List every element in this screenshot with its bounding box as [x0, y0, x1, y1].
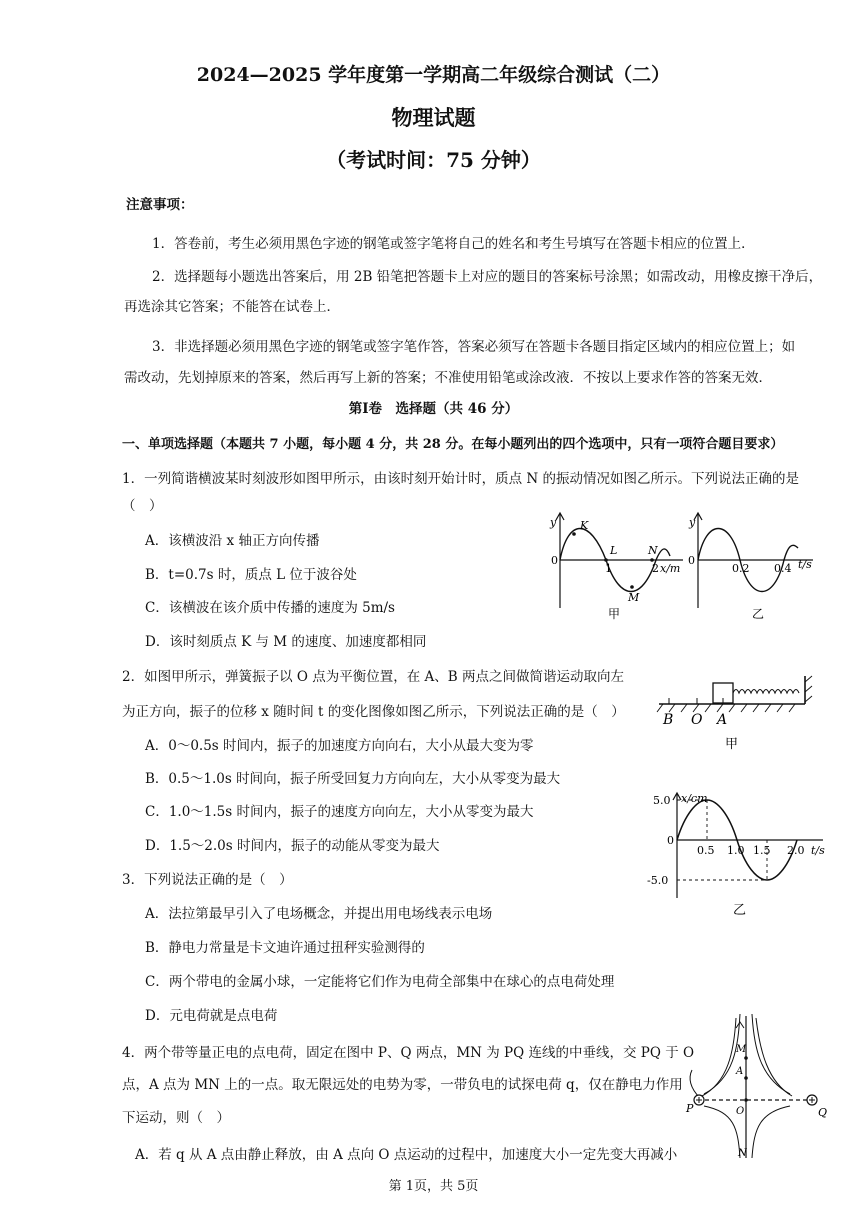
notice-item-2-line-2: 再选涂其它答案；不能答在试卷上． [124, 299, 340, 315]
q4-point-o: O [736, 1106, 745, 1117]
q2-figure-jia [655, 672, 815, 754]
q1-yi-tick-2: 0.4 [774, 562, 792, 575]
q1-jia-tick-1: 1 [605, 562, 612, 575]
q4-stem-line-3: 下运动，则（ ） [122, 1110, 230, 1126]
q3-option-b: B．静电力常量是卡文迪许通过扭秤实验测得的 [145, 940, 425, 956]
q4-point-a: A [736, 1066, 744, 1077]
notice-item-1: 1．答卷前，考生必须用黑色字迹的钢笔或签字笔将自己的姓名和考生号填写在答题卡相应的位置上． [152, 236, 755, 252]
notice-item-3-line-1: 3．非选择题必须用黑色字迹的钢笔或签字笔作答，答案必须写在答题卡各题目指定区域内的相应位置上；如 [152, 339, 796, 355]
q1-jia-y-label: y [550, 516, 557, 529]
q1-yi-caption: 乙 [752, 607, 765, 621]
q1-jia-point-m: M [628, 591, 640, 604]
q2-yi-t-unit: t/s [811, 844, 825, 857]
q1-jia-point-k: K [580, 519, 589, 532]
q2-jia-caption: 甲 [725, 737, 739, 752]
q4-stem-line-2: 点，A 点为 MN 上的一点。取无限远处的电势为零，一带负电的试探电荷 q，仅在静电力作用 [122, 1077, 683, 1093]
q1-option-d: D．该时刻质点 K 与 M 的速度、加速度都相同 [145, 634, 427, 650]
q2-yi-origin: 0 [667, 834, 674, 847]
q2-option-c: C．1.0～1.5s 时间内，振子的速度方向向左，大小从零变为最大 [145, 804, 534, 820]
q3-option-c: C．两个带电的金属小球，一定能将它们作为电荷全部集中在球心的点电荷处理 [145, 974, 615, 990]
q4-stem-line-1: 4．两个带等量正电的点电荷，固定在图中 P、Q 两点，MN 为 PQ 连线的中垂线，交 PQ 于 O [122, 1045, 695, 1061]
q1-option-c: C．该横波在该介质中传播的速度为 5m/s [145, 600, 395, 616]
exam-duration: （考试时间：75 分钟） [326, 148, 541, 172]
q1-jia-point-n: N [648, 544, 658, 557]
part-one-heading: 一、单项选择题（本题共 7 小题，每小题 4 分，共 28 分。在每小题列出的四个选项中，只有一项符合题目要求） [122, 437, 784, 452]
q2-option-d: D．1.5～2.0s 时间内，振子的动能从零变为最大 [145, 838, 440, 854]
q2-yi-t1: 0.5 [697, 844, 715, 857]
q1-jia-tick-2: 2 [652, 562, 659, 575]
q2-jia-point-o: O [691, 712, 703, 728]
q1-yi-tick-1: 0.2 [732, 562, 750, 575]
q2-yi-y-label: x/cm [681, 792, 708, 805]
q2-yi-caption: 乙 [733, 903, 747, 918]
q1-yi-t-unit: t/s [798, 558, 812, 571]
q4-field-figure [680, 1008, 830, 1166]
q3-option-a: A．法拉第最早引入了电场概念，并提出用电场线表示电场 [145, 906, 493, 922]
q2-option-a: A．0～0.5s 时间内，振子的加速度方向向右，大小从最大变为零 [145, 738, 534, 754]
q2-figure-yi [645, 788, 830, 923]
q1-jia-caption: 甲 [608, 607, 621, 621]
q1-stem-line-1: 1．一列简谐横波某时刻波形如图甲所示，由该时刻开始计时，质点 N 的振动情况如图乙所示。下列说法正确的是 [122, 471, 799, 487]
q1-yi-origin: 0 [688, 554, 695, 567]
q4-point-n: N [738, 1148, 747, 1159]
q2-jia-point-b: B [663, 712, 674, 728]
q2-option-b: B．0.5～1.0s 时间向，振子所受回复力方向向左，大小从零变为最大 [145, 771, 561, 787]
q1-option-b: B．t=0.7s 时，质点 L 位于波谷处 [145, 567, 357, 583]
q4-option-a: A．若 q 从 A 点由静止释放，由 A 点向 O 点运动的过程中，加速度大小一定先变大再减小 [135, 1147, 678, 1163]
q2-stem-line-2: 为正方向，振子的位移 x 随时间 t 的变化图像如图乙所示，下列说法正确的是（ ） [122, 704, 625, 720]
q1-jia-origin: 0 [551, 554, 558, 567]
section-title: 第Ⅰ卷 选择题（共 46 分） [348, 401, 519, 417]
q2-yi-ymax: 5.0 [653, 794, 671, 807]
notice-heading: 注意事项： [126, 197, 194, 213]
q2-yi-t4: 2.0 [787, 844, 805, 857]
q1-jia-point-l: L [610, 544, 618, 557]
q2-stem-line-1: 2．如图甲所示，弹簧振子以 O 点为平衡位置，在 A、B 两点之间做简谐运动取向左 [122, 669, 624, 685]
notice-item-2-line-1: 2．选择题每小题选出答案后，用 2B 铅笔把答题卡上对应的题目的答案标号涂黑；如需改动，用橡皮擦干净后， [152, 269, 823, 285]
q1-yi-y-label: y [689, 516, 696, 529]
q1-stem-line-2: （ ） [122, 498, 163, 514]
q4-point-p: P [686, 1102, 694, 1115]
subject-title: 物理试题 [391, 105, 476, 130]
q1-figure-yi [688, 508, 818, 623]
q1-jia-x-unit: x/m [660, 562, 681, 575]
exam-title: 2024—2025 学年度第一学期高二年级综合测试（二） [196, 64, 671, 86]
q2-jia-point-a: A [717, 712, 728, 728]
page-footer: 第 1页，共 5页 [388, 1179, 479, 1194]
q2-yi-ymin: -5.0 [647, 874, 669, 887]
q2-yi-t2: 1.0 [727, 844, 745, 857]
q1-figure-jia [548, 508, 688, 623]
q4-point-m: M [736, 1044, 747, 1055]
notice-item-3-line-2: 需改动，先划掉原来的答案，然后再写上新的答案；不准使用铅笔或涂改液．不按以上要求作答的答案无效． [124, 370, 772, 386]
q2-yi-t3: 1.5 [753, 844, 771, 857]
q3-stem: 3．下列说法正确的是（ ） [122, 872, 293, 888]
q3-option-d: D．元电荷就是点电荷 [145, 1008, 278, 1024]
q4-point-q: Q [818, 1106, 828, 1119]
q1-option-a: A．该横波沿 x 轴正方向传播 [145, 533, 320, 549]
